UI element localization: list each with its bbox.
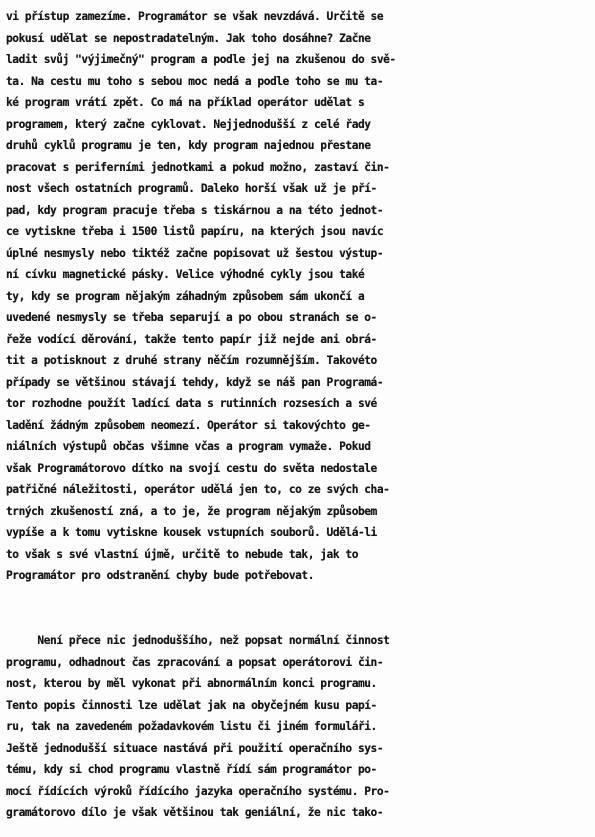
text-line: nost, kterou by měl vykonat při abnormálním konci programu. bbox=[6, 677, 377, 690]
text-line: Tento popis činnosti lze udělat jak na obyčejném kusu papí- bbox=[6, 698, 377, 712]
text-line: pracovat s periferními jednotkami a pokud možno, zastaví čin- bbox=[6, 160, 390, 174]
text-line: nost všech ostatních programů. Daleko horší však už je pří- bbox=[6, 182, 377, 195]
text-line: řeže vodící děrování, takže tento papír již nejde ani obrá- bbox=[6, 332, 377, 346]
text-line: uvedené nesmysly se třeba separují a po obou stranách se o- bbox=[6, 311, 377, 324]
text-line: pad, kdy program pracuje třeba s tiskárnou a na této jednot- bbox=[6, 203, 384, 217]
text-line: gramátorovo dílo je však většinou tak geniální, že nic tako- bbox=[6, 806, 384, 819]
text-line: programu, odhadnout čas zpracování a popsat operátorovi čin- bbox=[6, 655, 384, 669]
text-line: úplné nesmysly nebo tiktéž začne popisovat už šestou výstup- bbox=[6, 246, 384, 260]
text-line: případy se většinou stávají tehdy, když se náš pan Programá- bbox=[6, 375, 384, 389]
text-line: trných zkušeností zná, a to je, že program nějakým způsobem bbox=[6, 504, 377, 518]
text-line: patřičné náležitosti, operátor udělá jen to, co ze svých cha- bbox=[6, 483, 390, 496]
text-line: vypíše a k tomu vytiskne kousek vstupních souborů. Udělá-li bbox=[6, 526, 377, 539]
text-line: programem, který začne cyklovat. Nejjednodušší z celé řady bbox=[6, 117, 371, 131]
text-line: tému, kdy si chod programu vlastně řídí sám programátor po- bbox=[6, 763, 377, 776]
text-line: druhů cyklů programu je ten, kdy program najednou přestane bbox=[6, 139, 371, 152]
text-line: tor rozhodne použít ladící data s rutinních rozsesích a své bbox=[6, 397, 377, 410]
text-line: mocí řídících výroků řídícího jazyka operačního systému. Pro- bbox=[6, 784, 390, 798]
text-line: ní cívku magnetické pásky. Velice výhodné cykly jsou také bbox=[6, 268, 365, 281]
text-line: ké program vrátí zpět. Co má na příklad operátor udělat s bbox=[6, 96, 365, 109]
text-line: Ještě jednodušší situace nastává při použití operačního sys- bbox=[6, 741, 384, 755]
text-line: to však s své vlastní újmě, určitě to nebude tak, jak to bbox=[6, 547, 358, 561]
text-line: ce vytiskne třeba i 1500 listů papíru, na kterých jsou navíc bbox=[6, 225, 384, 238]
text-line: ru, tak na zavedeném požadavkovém listu či jiném formuláři. bbox=[6, 720, 377, 733]
text-line: ta. Na cestu mu toho s sebou moc nedá a podle toho se mu ta- bbox=[6, 74, 384, 88]
text-line: ladit svůj "výjimečný" program a podle jej na zkušenou do svě- bbox=[6, 53, 396, 66]
text-line: tit a potisknout z druhé strany něčím rozumnějším. Takovéto bbox=[6, 354, 377, 367]
text-line: však Programátorovo dítko na svojí cestu do světa nedostale bbox=[6, 461, 377, 475]
text-line: Programátor pro odstranění chyby bude potřebovat. bbox=[6, 569, 314, 582]
text-line: ty, kdy se program nějakým záhadným způsobem sám ukončí a bbox=[6, 289, 365, 303]
text-line: pokusí udělat se nepostradatelným. Jak toho dosáhne? Začne bbox=[6, 31, 371, 45]
paragraph-1 bbox=[6, 6, 592, 587]
text-line: ladění žádným způsobem neomezí. Operátor si takovýchto ge- bbox=[6, 418, 371, 432]
text-line: niálních výstupů občas všimne včas a program vymaže. Pokud bbox=[6, 440, 371, 453]
text-line: Není přece nic jednoduššího, než popsat normální činnost bbox=[6, 634, 390, 647]
text-line: vi přístup zamezíme. Programátor se však nevzdává. Určitě se bbox=[6, 10, 384, 23]
paragraph-2 bbox=[6, 630, 592, 824]
